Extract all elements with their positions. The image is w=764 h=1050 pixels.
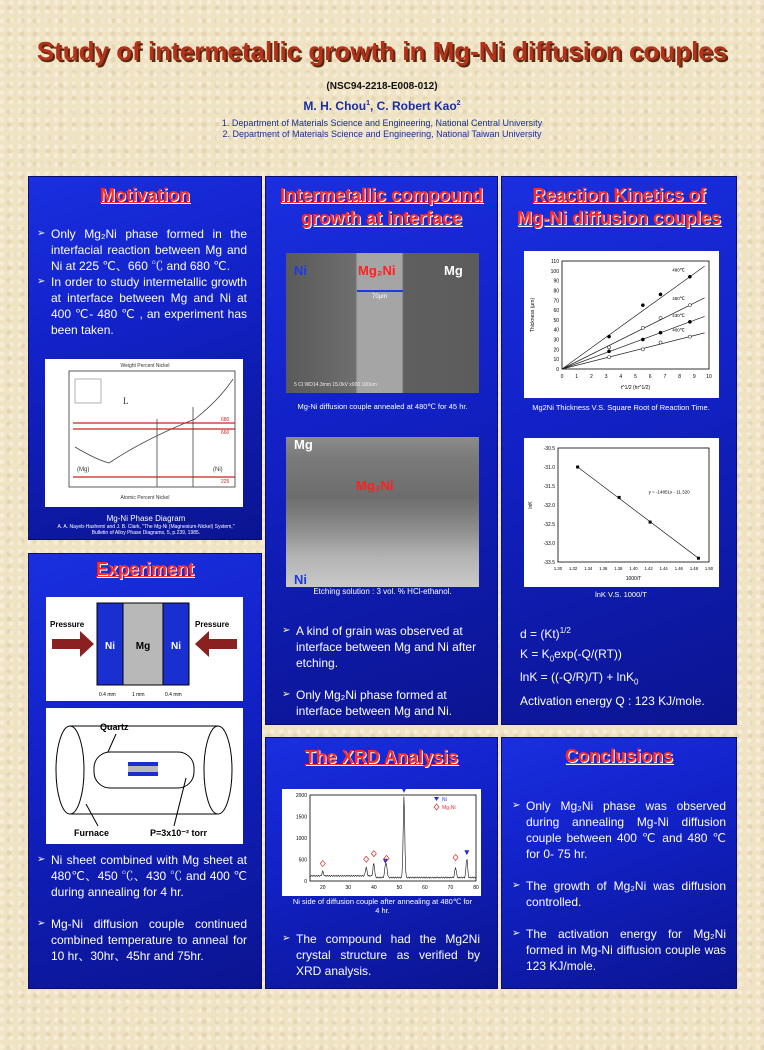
chart1-ytick-0: 0 — [556, 367, 559, 373]
pressure-pointer — [174, 778, 186, 826]
xrd-xtick-0: 20 — [319, 885, 326, 891]
chart1-series-label-3: 400℃ — [672, 327, 685, 333]
chart2-point-0 — [576, 466, 579, 469]
xrd-mg2ni-marker-0 — [320, 861, 325, 867]
sem1-info: 5 CI WD14.3mm 15.0kV x900 100um — [294, 382, 377, 388]
phase-top-label: Weight Percent Nickel — [120, 363, 170, 369]
phase-diagram-ref: A. A. Nayeb-Hashemi and J. B. Clark, "The Mg-Ni (Magnesium-Nickel) System," Bulletin of Alloy Phase Diagrams, 5, p.239, 1985. — [57, 524, 235, 536]
chart1-xtick-10: 10 — [706, 374, 712, 380]
sem1-ni-label: Ni — [294, 263, 307, 278]
chart1-xtick-1: 1 — [575, 374, 579, 380]
chart1-point-2-2 — [641, 338, 644, 341]
chart2-xtick-9: 1.48 — [689, 566, 698, 571]
chart1-line-1 — [562, 298, 705, 369]
sem2-ni-label: Ni — [294, 572, 307, 587]
chart1-xtick-3: 3 — [604, 374, 608, 380]
quartz-pointer — [108, 734, 116, 752]
chart1-point-2-4 — [688, 320, 691, 323]
chart2-xtick-10: 1.50 — [704, 566, 714, 571]
sem-image-2 — [286, 437, 479, 587]
xrd-xtick-6: 80 — [473, 885, 479, 891]
conclusions-title: Conclusions — [564, 746, 673, 766]
chart2-ytick-0: -30.5 — [543, 446, 555, 452]
eq3-text: lnK = ((-Q/R)/T) + lnK — [520, 670, 635, 684]
xrd-xtick-3: 50 — [396, 885, 403, 891]
xrd-ni-marker-1 — [401, 789, 406, 793]
chart1-ytick-9: 90 — [553, 278, 559, 285]
furnace-pointer — [86, 804, 98, 826]
chart1-ytick-3: 30 — [553, 337, 559, 344]
xrd-mg2ni-marker-2 — [371, 851, 376, 857]
eq2-rest: exp(-Q/(RT)) — [554, 647, 622, 661]
chart1-xtick-9: 9 — [692, 374, 696, 380]
lnk-chart-svg — [524, 438, 719, 587]
experiment-bullets — [37, 852, 247, 964]
motivation-title: Motivation — [100, 185, 190, 205]
xrd-legend-mg2ni: Mg₂Ni — [442, 805, 456, 811]
sem-image-1 — [286, 253, 479, 393]
sem1-scale-label: 70μm — [372, 294, 388, 300]
author-sup-1: 1 — [366, 100, 370, 107]
xrd-mg2ni-marker-4 — [453, 855, 458, 861]
xrd-ytick-4: 2000 — [295, 793, 307, 799]
equation-1 — [520, 623, 571, 642]
xrd-bullets — [282, 931, 480, 979]
chart2-xtick-2: 1.34 — [584, 566, 593, 571]
chart1-ytick-8: 80 — [553, 288, 559, 295]
chart2-ytick-6: -33.5 — [543, 560, 555, 566]
dim-1: 0.4 mm — [99, 692, 116, 698]
chart1-ytick-11: 110 — [551, 259, 559, 265]
xrd-xtick-1: 30 — [345, 885, 352, 891]
mg-label: Mg — [135, 641, 151, 652]
imc-bullet-1: ➢ A kind of grain was observed at interface between Mg and Ni after etching. — [282, 623, 480, 671]
dim-3: 0.4 mm — [165, 692, 182, 698]
chart1-ytick-6: 60 — [553, 308, 559, 315]
dim-2: 1 mm — [132, 692, 145, 698]
chart2-fit-line — [578, 467, 699, 558]
conclusion-bullet-1: ➢ Only Mg₂Ni phase was observed during annealing Mg-Ni diffusion couple between 400 ℃ and 480 ℃ for 0- 75 hr. — [512, 798, 726, 862]
thickness-chart-svg — [524, 251, 719, 398]
thickness-chart — [524, 251, 719, 398]
lnk-chart — [524, 438, 719, 587]
motivation-bullet-1: ➢ Only Mg₂Ni phase formed in the interfacial reaction between Mg and Ni at 225 ℃、660 ℃ and 680 ℃. — [37, 226, 247, 274]
phase-diagram-svg — [45, 359, 243, 507]
chart2-ytick-2: -31.5 — [543, 484, 555, 490]
motivation-bullet-2: ➢ In order to study intermetallic growth at interface between Mg and Ni at 400 ℃- 480 ℃ , an experiment has been taken. — [37, 274, 247, 338]
ni-right-label: Ni — [171, 641, 181, 652]
chart1-ytick-2: 20 — [553, 347, 559, 354]
xrd-ytick-0: 0 — [304, 879, 307, 885]
xrd-chart-svg — [282, 789, 481, 896]
chart2-ytick-4: -32.5 — [543, 522, 555, 528]
pressure-value-label: P=3x10⁻² torr — [150, 828, 208, 838]
diffusion-couple-diagram — [46, 597, 243, 701]
chart1-point-1-2 — [641, 326, 644, 329]
xrd-mg2ni-marker-1 — [364, 856, 369, 862]
xrd-ytick-2: 1000 — [295, 836, 307, 842]
motivation-panel — [28, 176, 262, 540]
furnace-label: Furnace — [74, 828, 110, 838]
pressure-arrow-right — [195, 631, 237, 657]
chart2-xtick-0: 1.30 — [553, 566, 563, 571]
imc-panel — [265, 176, 498, 725]
phase-diagram — [45, 359, 243, 507]
phase-diagram-caption: Mg-Ni Phase Diagram — [106, 514, 186, 523]
couple-svg — [46, 597, 243, 701]
xrd-bullet-1: ➢ The compound had the Mg2Ni crystal structure as verified by XRD analysis. — [282, 931, 480, 979]
chart1-point-0-3 — [659, 293, 662, 296]
chart2-xlabel: 1000/T — [625, 576, 642, 582]
author-chou: M. H. Chou — [303, 99, 367, 113]
imc-bullet-2: ➢ Only Mg₂Ni phase formed at interface between Mg and Ni. — [282, 687, 480, 719]
chart1-ytick-4: 40 — [553, 327, 559, 334]
chart1-series-label-0: 480℃ — [672, 267, 685, 273]
equation-3 — [520, 669, 638, 690]
xrd-xtick-2: 40 — [371, 885, 377, 891]
xrd-xtick-4: 60 — [422, 885, 428, 891]
furnace-right-end — [204, 726, 232, 814]
eq2-text: K = K — [520, 647, 550, 661]
chart1-ylabel: Thickness (μm) — [530, 297, 536, 333]
author-kao: , C. Robert Kao — [369, 99, 457, 113]
chart2-xtick-7: 1.44 — [659, 566, 668, 571]
chart1-xlabel: t^1/2 (hr^1/2) — [620, 385, 651, 391]
affiliation-2: 2. Department of Materials Science and Engineering, National Taiwan University — [222, 129, 542, 139]
pressure-label-right: Pressure — [195, 620, 230, 629]
eq3-sub: 0 — [634, 677, 639, 687]
motivation-bullets — [37, 226, 247, 338]
chart2-ytick-3: -32.0 — [543, 503, 555, 509]
conclusions-panel — [501, 737, 737, 989]
activation-energy: Activation energy Q : 123 KJ/mole. — [520, 694, 705, 708]
sem1-caption: Mg-Ni diffusion couple annealed at 480℃ for 45 hr. — [297, 402, 468, 411]
chart1-point-0-4 — [688, 275, 691, 278]
kinetics-title-2: Mg-Ni diffusion couples — [517, 208, 721, 228]
author-sup-2: 2 — [456, 100, 461, 107]
chart1-line-2 — [562, 316, 705, 369]
chart1-point-0-1 — [607, 335, 610, 338]
chart1-point-1-1 — [607, 346, 610, 349]
furnace-svg — [46, 708, 243, 844]
chart2-point-3 — [697, 557, 700, 560]
chart1-xtick-7: 7 — [663, 374, 667, 380]
chart1-xtick-4: 4 — [619, 374, 623, 380]
chart2-xtick-1: 1.32 — [569, 566, 578, 571]
xrd-ni-marker-2 — [464, 850, 469, 855]
experiment-panel — [28, 553, 262, 989]
kinetics-panel — [501, 176, 737, 725]
chart1-point-3-3 — [659, 341, 662, 344]
chart1-xtick-6: 6 — [648, 374, 652, 380]
imc-title-1: Intermetallic compound — [279, 185, 484, 205]
eq1-sup: 1/2 — [559, 626, 571, 635]
poster-title: Study of intermetallic growth in Mg-Ni diffusion couples — [36, 36, 728, 66]
furnace-left-end — [56, 726, 84, 814]
lnk-chart-caption: lnK V.S. 1000/T — [595, 590, 647, 599]
chart1-ytick-7: 70 — [553, 298, 559, 305]
chart2-xtick-4: 1.38 — [614, 566, 623, 571]
kinetics-title-1: Reaction Kinetics of — [532, 185, 706, 205]
experiment-title: Experiment — [95, 559, 195, 579]
chart1-xtick-2: 2 — [590, 374, 593, 380]
xrd-ytick-1: 500 — [298, 857, 307, 864]
chart2-ytick-5: -33.0 — [543, 541, 555, 547]
sem1-mg-label: Mg — [444, 263, 463, 278]
phase-L-label: L — [123, 396, 129, 406]
pressure-label-left: Pressure — [50, 620, 85, 629]
xrd-panel — [265, 737, 498, 989]
chart2-ylabel: lnK — [528, 501, 534, 509]
chart1-point-3-2 — [641, 348, 644, 351]
furnace-diagram — [46, 708, 243, 844]
chart1-xtick-0: 0 — [560, 374, 564, 380]
conclusions-bullets — [512, 798, 726, 974]
xrd-caption: Ni side of diffusion couple after annealing at 480℃ for 4 hr. — [292, 897, 473, 915]
phase-ni-label: (Ni) — [213, 467, 223, 473]
chart1-point-3-1 — [607, 356, 610, 359]
imc-title-2: growth at interface — [300, 208, 463, 228]
chart2-point-1 — [618, 496, 621, 499]
xrd-legend-ni-marker — [434, 797, 439, 801]
experiment-bullet-1: ➢ Ni sheet combined with Mg sheet at 480℃、450 ℃、430 ℃ and 400 ℃ during annealing for 4 hr. — [37, 852, 247, 900]
imc-bullets — [282, 623, 480, 719]
sem2-mg-label: Mg — [294, 437, 313, 452]
xrd-legend-ni: Ni — [442, 797, 447, 803]
ni-left-label: Ni — [105, 641, 115, 652]
chart2-xtick-5: 1.40 — [629, 566, 638, 571]
phase-t1: 680 — [221, 417, 230, 423]
chart1-point-2-3 — [659, 331, 662, 334]
thickness-chart-caption: Mg2Ni Thickness V.S. Square Root of Reaction Time. — [532, 403, 710, 412]
equation-2 — [520, 646, 622, 667]
chart1-ytick-10: 100 — [550, 268, 559, 275]
sem1-mg2ni-label: Mg₂Ni — [358, 263, 396, 278]
chart1-ytick-1: 10 — [553, 357, 559, 364]
chart2-xtick-6: 1.42 — [644, 566, 653, 571]
chart1-line-3 — [562, 333, 705, 369]
sem1-scale-arrow — [357, 290, 403, 292]
xrd-legend-mg2ni-marker — [434, 804, 439, 810]
conclusion-bullet-2: ➢ The growth of Mg₂Ni was diffusion controlled. — [512, 878, 726, 910]
xrd-chart — [282, 789, 481, 896]
chart1-xtick-8: 8 — [678, 374, 681, 380]
eq2-sub: 0 — [549, 654, 555, 664]
chart2-frame — [558, 448, 709, 562]
chart2-xtick-3: 1.36 — [599, 566, 608, 571]
grant-number: (NSC94-2218-E008-012) — [326, 81, 438, 92]
phase-bottom-label: Atomic Percent Nickel — [120, 495, 170, 501]
pressure-arrow-left — [52, 631, 94, 657]
chart1-series-label-1: 450℃ — [672, 296, 685, 302]
chart2-xtick-8: 1.46 — [674, 566, 683, 571]
conclusion-bullet-3: ➢ The activation energy for Mg₂Ni formed in Mg-Ni diffusion couple was 123 KJ/mole. — [512, 926, 726, 974]
phase-t3: 225 — [221, 479, 230, 485]
experiment-bullet-2: ➢ Mg-Ni diffusion couple continued combined temperature to anneal for 10 hr、30hr、45hr and 75hr. — [37, 916, 247, 964]
sample-mg — [128, 766, 158, 772]
chart1-point-0-2 — [641, 304, 644, 307]
xrd-xtick-5: 70 — [447, 885, 454, 891]
chart1-xtick-5: 5 — [634, 374, 637, 380]
quartz-label: Quartz — [100, 722, 129, 732]
chart2-point-2 — [649, 521, 652, 524]
chart2-annotation: y = -14851x - 11.320 — [648, 489, 690, 495]
xrd-ytick-3: 1500 — [295, 814, 307, 821]
chart1-ytick-5: 50 — [553, 317, 559, 324]
chart1-point-1-4 — [688, 304, 691, 307]
chart2-ytick-1: -31.0 — [543, 465, 555, 471]
chart1-point-1-3 — [659, 316, 662, 319]
phase-mg-label: (Mg) — [77, 467, 90, 473]
authors — [0, 99, 764, 113]
xrd-title: The XRD Analysis — [304, 747, 459, 767]
chart1-series-label-2: 430℃ — [672, 312, 685, 318]
sem2-mg2ni-label: Mg₂Ni — [356, 478, 394, 493]
phase-legend-box — [75, 379, 101, 403]
sem2-caption: Etching solution : 3 vol. % HCl-ethanol. — [313, 587, 452, 596]
chart1-point-3-4 — [688, 335, 691, 338]
affiliation-1: 1. Department of Materials Science and Engineering, National Central University — [221, 118, 543, 128]
chart1-point-2-1 — [607, 350, 610, 353]
eq1-text: d = (Kt) — [520, 627, 560, 641]
phase-t2: 660 — [221, 430, 230, 436]
